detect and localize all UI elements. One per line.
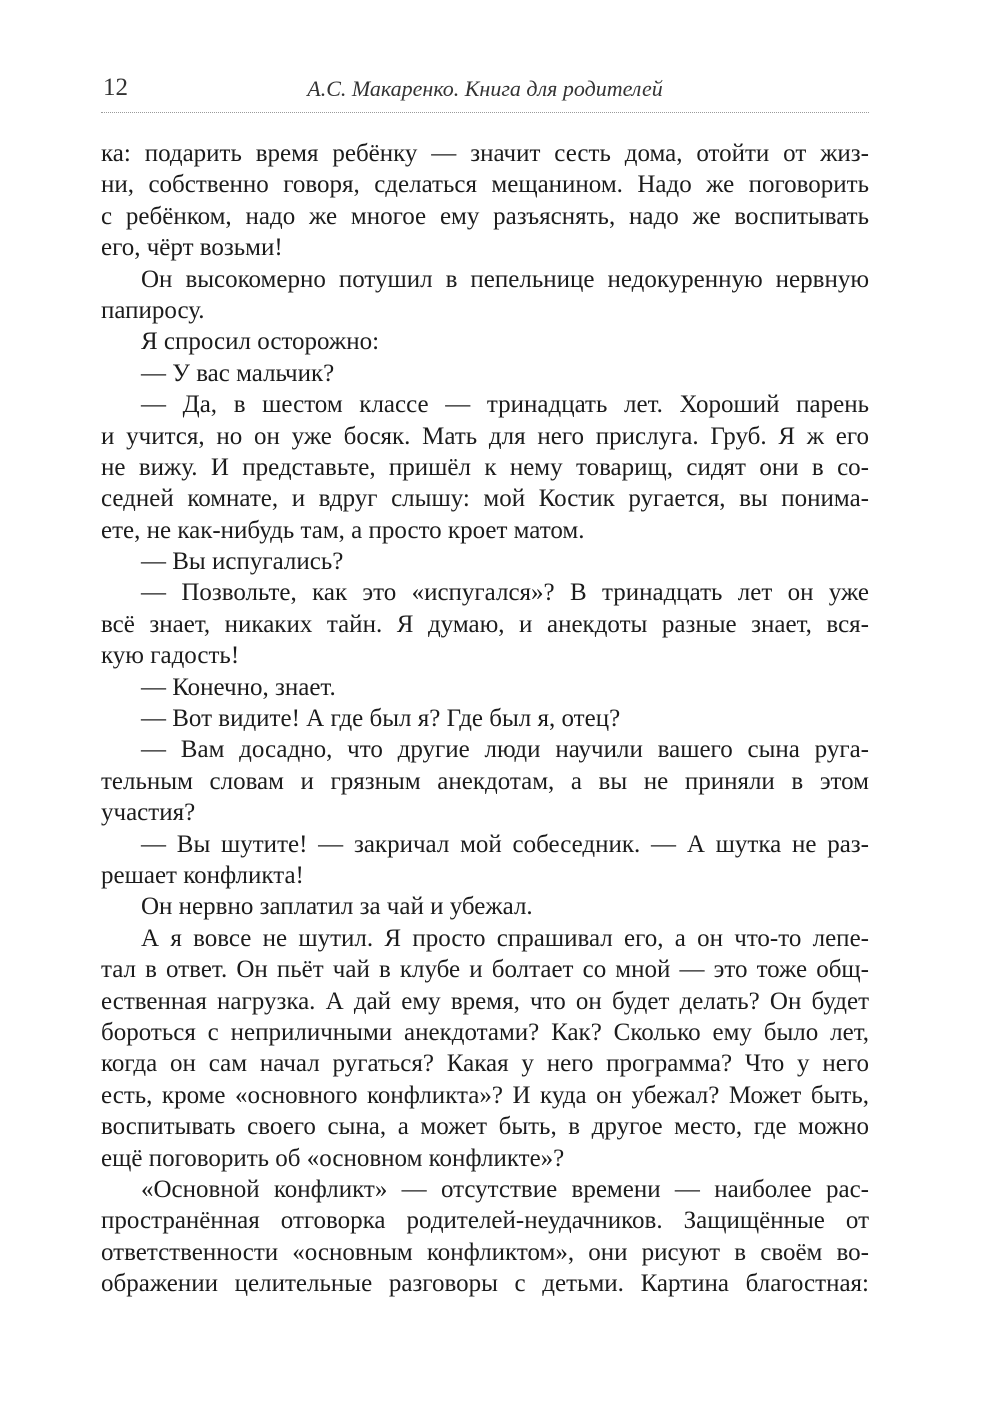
text-line: бороться с неприличными анекдотами? Как? Сколько ему было лет, bbox=[101, 1018, 869, 1046]
text-line: Он нервно заплатил за чай и убежал. bbox=[141, 893, 533, 921]
text-line: пространённая отговорка родителей-неудачников. Защищённые от bbox=[101, 1207, 869, 1235]
text-line: когда он сам начал ругаться? Какая у него программа? Что у него bbox=[101, 1050, 869, 1078]
text-line: ещё поговорить об «основном конфликте»? bbox=[101, 1144, 565, 1172]
text-line: кую гадость! bbox=[101, 642, 240, 670]
text-line: — Вы шутите! — закричал мой собеседник. — А шутка не раз- bbox=[141, 830, 869, 858]
text-line: Он высокомерно потушил в пепельнице недокуренную нервную bbox=[141, 265, 869, 293]
text-line: — Вы испугались? bbox=[141, 548, 344, 576]
text-line: — Вам досадно, что другие люди научили вашего сына руга- bbox=[141, 736, 869, 764]
text-line: А я вовсе не шутил. Я просто спрашивал его, а он что-то лепе- bbox=[141, 924, 869, 952]
text-line: его, чёрт возьми! bbox=[101, 234, 283, 262]
running-header bbox=[101, 72, 869, 113]
text-line: ни, собственно говоря, сделаться мещанином. Надо же поговорить bbox=[101, 171, 869, 199]
text-line: ете, не как-нибудь там, а просто кроет матом. bbox=[101, 516, 585, 544]
text-line: Я спросил осторожно: bbox=[141, 328, 380, 356]
text-line: седней комнате, и вдруг слышу: мой Костик ругается, вы понима- bbox=[101, 485, 869, 513]
text-line: тал в ответ. Он пьёт чай в клубе и болтает со мной — это тоже общ- bbox=[101, 956, 869, 984]
text-line: с ребёнком, надо же многое ему разъяснять, надо же воспитывать bbox=[101, 202, 869, 230]
text-line: — Вот видите! А где был я? Где был я, отец? bbox=[141, 705, 621, 733]
text-line: ка: подарить время ребёнку — значит сесть дома, отойти от жиз- bbox=[101, 140, 869, 167]
text-line: ображении целительные разговоры с детьми. Картина благостная: bbox=[101, 1270, 869, 1298]
text-line: «Основной конфликт» — отсутствие времени — наиболее рас- bbox=[141, 1175, 869, 1203]
text-line: ественная нагрузка. А дай ему время, что он будет делать? Он будет bbox=[101, 987, 869, 1015]
page-number: 12 bbox=[103, 74, 128, 101]
text-line: ответственности «основным конфликтом», они рисуют в своём во- bbox=[101, 1238, 869, 1266]
text-line: — Да, в шестом классе — тринадцать лет. Хороший парень bbox=[141, 391, 869, 419]
text-line: участия? bbox=[101, 799, 196, 827]
text-line: — Конечно, знает. bbox=[141, 673, 336, 701]
text-line: и учится, но он уже босяк. Мать для него прислуга. Груб. Я ж его bbox=[101, 422, 869, 450]
text-line: тельным словам и грязным анекдотам, а вы не приняли в этом bbox=[101, 767, 869, 795]
body-text bbox=[101, 138, 869, 1299]
text-line: — У вас мальчик? bbox=[141, 359, 335, 387]
text-line: воспитывать своего сына, а может быть, в другое место, где можно bbox=[101, 1113, 869, 1141]
text-line: есть, кроме «основного конфликта»? И куда он убежал? Может быть, bbox=[101, 1081, 869, 1109]
text-line: не вижу. И представьте, пришёл к нему товарищ, сидят они в со- bbox=[101, 453, 869, 481]
text-line: всё знает, никаких тайн. Я думаю, и анекдоты разные знает, вся- bbox=[101, 610, 869, 638]
text-line: папиросу. bbox=[101, 296, 205, 324]
text-line: решает конфликта! bbox=[101, 861, 304, 889]
text-line: — Позвольте, как это «испугался»? В тринадцать лет он уже bbox=[141, 579, 869, 607]
running-title: А.С. Макаренко. Книга для родителей bbox=[307, 76, 663, 101]
